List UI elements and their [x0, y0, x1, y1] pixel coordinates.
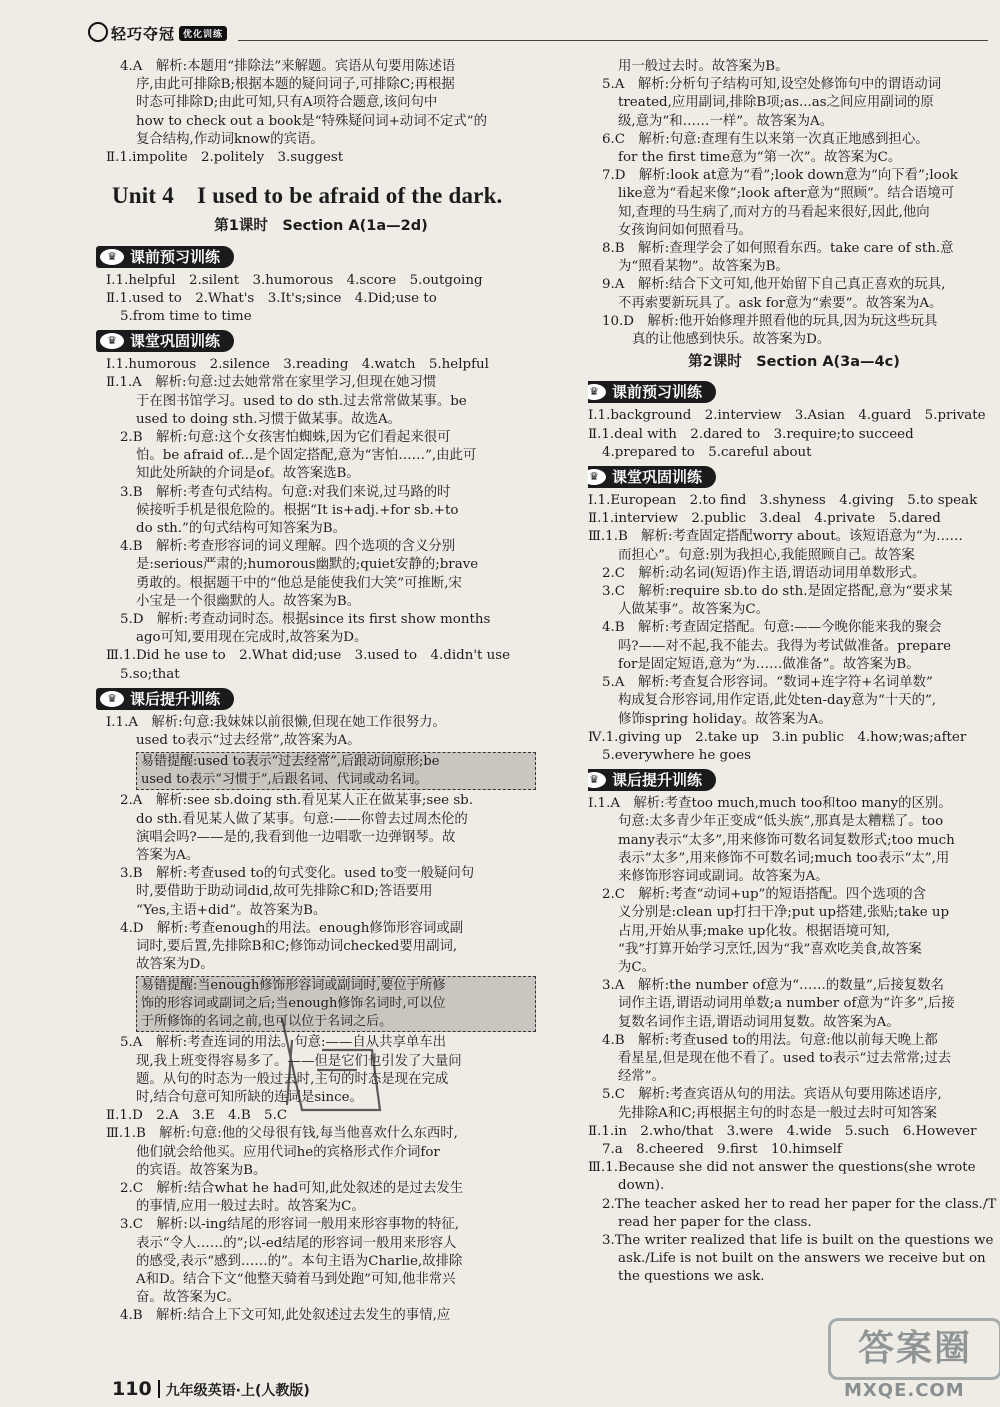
page-footer: [112, 1378, 310, 1400]
answer-line: 4.D 解析:考查enough的用法。enough修饰形容词或副: [120, 920, 464, 936]
watermark-logo: 答案圈: [828, 1318, 1000, 1380]
answer-line: 6.C 解析:句意:查理有生以来第一次真正地感到担心。: [602, 131, 929, 147]
answer-line: 5.A 解析:考查复合形容词。“数词+连字符+名词单数”: [602, 675, 933, 691]
section-banner-label: 课后提升训练: [130, 689, 221, 708]
answer-line: 真的让他感到快乐。故答案为D。: [632, 332, 831, 348]
answer-line: 词作主语,谓语动词用单数;a number of意为“许多”,后接: [618, 996, 955, 1012]
answer-line: ask./Life is not built on the answers we receive but on: [618, 1251, 986, 1267]
answer-line: 3.A 解析:the number of意为“……的数量”,后接复数名: [602, 978, 945, 994]
answer-line: 2.The teacher asked her to read her paper for the class./T: [602, 1196, 997, 1212]
answer-line: Ⅰ.1.A 解析:考查too much,much too和too many的区别。: [588, 796, 952, 812]
answer-line: 5.C 解析:考查宾语从句的用法。宾语从句要用陈述语序,: [602, 1087, 942, 1103]
answer-line: 10.D 解析:他开始修理并照看他的玩具,因为玩这些玩具: [602, 313, 938, 329]
answer-line: 3.B 解析:考查used to的句式变化。used to变一般疑问句: [120, 866, 475, 882]
answer-line: “Yes,主语+did”。故答案为B。: [136, 902, 327, 918]
answer-line: 3.B 解析:考查句式结构。句意:对我们来说,过马路的时: [120, 484, 451, 500]
answer-line: Ⅰ.1.A 解析:句意:我妹妹以前很懒,但现在她工作很努力。: [106, 714, 446, 730]
section-banner-row: [588, 377, 1000, 407]
right-column: [588, 58, 1000, 1287]
answer-line: Ⅱ.1.D 2.A 3.E 4.B 5.C: [106, 1108, 288, 1124]
answer-line: read her paper for the class.: [618, 1214, 812, 1230]
answer-line: 不再索要新玩具了。ask for意为“索要”。故答案为A。: [618, 295, 943, 311]
answer-line: 来修饰形容词或副词。故答案为A。: [618, 868, 829, 884]
answer-line: 的事情,应用一般过去时。故答案为C。: [136, 1199, 365, 1215]
answer-line: 的宾语。故答案为B。: [136, 1162, 267, 1178]
answer-line: how to check out a book是“特殊疑问词+动词不定式”的: [136, 113, 487, 129]
book-title: 九年级英语·上(人教版): [165, 1383, 310, 1399]
footer-divider: [158, 1380, 160, 1398]
answer-line: 复数名词作主语,谓语动词用复数。故答案为A。: [618, 1014, 900, 1030]
section-banner: [588, 769, 716, 791]
answer-line: 是:serious严肃的;humorous幽默的;quiet安静的;brave: [136, 557, 479, 573]
answer-line: 为“照看某物”。故答案为B。: [618, 259, 789, 275]
section-banner: [588, 466, 716, 488]
answer-line: 候接听手机是很危险的。根据“It is+adj.+for sb.+to: [136, 502, 459, 518]
section-banner-row: [588, 765, 1000, 795]
answer-line: down).: [618, 1178, 665, 1194]
crown-icon: ♛: [100, 333, 124, 349]
answer-line: 现,我上班变得容易多了。——但是它们也引发了大量问: [136, 1053, 462, 1069]
brand-tag: 优化训练: [179, 26, 227, 41]
tip-line: 易错提醒:used to表示“过去经常”,后跟动词原形;be: [141, 754, 440, 770]
answer-line: 7.D 解析:look at意为“看”;look down意为“向下看”;look: [602, 168, 958, 184]
section-banner-label: 课前预习训练: [130, 247, 221, 266]
answer-line: 构成复合形容词,用作定语,此处ten-day意为“十天的”,: [618, 693, 937, 709]
answer-line: 4.B 解析:考查used to的用法。句意:他以前每天晚上都: [602, 1032, 938, 1048]
answer-line: 女孩询问如何照看马。: [618, 222, 752, 238]
answer-line: 4.B 解析:考查固定搭配。句意:——今晚你能来我的聚会: [602, 620, 942, 636]
answer-line: 义分别是:clean up打扫干净;put up搭建,张贴;take up: [618, 905, 950, 921]
answer-line: 词时,要后置,先排除B和C;修饰动词checked要用副词,: [136, 938, 458, 954]
answer-line: “我”打算开始学习烹饪,因为“我”喜欢吃美食,故答案: [618, 941, 922, 957]
error-tip-box: [136, 752, 536, 790]
answer-line: 5.everywhere he goes: [602, 747, 751, 763]
crown-icon: ♛: [100, 691, 124, 707]
answer-line: 时,要借助于助动词did,故可先排除C和D;答语要用: [136, 884, 433, 900]
answer-line: 7.a 8.cheered 9.first 10.himself: [602, 1141, 842, 1157]
answer-line: 3.The writer realized that life is built on the questions we: [602, 1232, 994, 1248]
answer-line: 吗?——对不起,我不能去。我得为考试做准备。prepare: [618, 638, 952, 654]
answer-line: Ⅰ.1.helpful 2.silent 3.humorous 4.score 5.outgoing: [106, 272, 483, 288]
answer-line: 占用,开始从事;make up化妆。根据语境可知,: [618, 923, 891, 939]
section-banner: [96, 330, 234, 352]
answer-line: like意为“看起来像”;look after意为“照顾”。结合语境可: [618, 186, 955, 202]
answer-line: 3.C 解析:以-ing结尾的形容词一般用来形容事物的特征,: [120, 1217, 459, 1233]
answer-line: for the first time意为“第一次”。故答案为C。: [618, 150, 902, 166]
answer-line: 4.A 解析:本题用“排除法”来解题。宾语从句要用陈述语: [120, 59, 456, 74]
answer-line: 表示“令人……的”;以-ed结尾的形容词一般用来形容人: [136, 1235, 457, 1251]
answer-line: 3.C 解析:require sb.to do sth.是固定搭配,意为“要求某: [602, 584, 953, 600]
brand-name: 轻巧夺冠: [111, 25, 176, 43]
answer-line: Ⅱ.1.interview 2.public 3.deal 4.private 5.dared: [588, 511, 941, 527]
answer-line: Ⅱ.1.in 2.who/that 3.were 4.wide 5.such 6.However: [588, 1123, 977, 1139]
answer-line: 经常”。: [618, 1069, 666, 1085]
answer-line: used to doing sth.习惯于做某事。故选A。: [136, 411, 402, 427]
answer-line: Ⅰ.1.European 2.to find 3.shyness 4.giving 5.to speak: [588, 493, 978, 509]
tip-line: 于所修饰的名词之前,也可以位于名词之后。: [141, 1014, 393, 1030]
tip-line: 饰的形容词或副词之后;当enough修饰名词时,可以位: [141, 996, 446, 1012]
answer-line: 4.B 解析:结合上下文可知,此处叙述过去发生的事情,应: [120, 1308, 451, 1324]
answer-line: the questions we ask.: [618, 1269, 765, 1285]
section-banner-row: [588, 462, 1000, 492]
answer-line: 时态可排除D;由此可知,只有A项符合题意,该问句中: [136, 95, 438, 111]
answer-line: 2.A 解析:see sb.doing sth.看见某人正在做某事;see sb.: [120, 793, 474, 809]
answer-line: treated,应用副词,排除B项;as...as之间应用副词的原: [618, 95, 934, 111]
answer-line: 2.C 解析:结合what he had可知,此处叙述的是过去发生: [120, 1180, 464, 1196]
answer-line: 序,由此可排除B;根据本题的疑问词子,可排除C;再根据: [136, 77, 455, 93]
section-banner-row: [106, 242, 536, 272]
answer-line: for是固定短语,意为“为……做准备”。故答案为B。: [618, 656, 920, 672]
crown-icon: ♛: [588, 772, 606, 788]
answer-line: 为C。: [618, 959, 656, 975]
answer-line: do sth.看见某人做了某事。句意:——你曾去过周杰伦的: [136, 811, 468, 827]
answer-line: 勇敢的。根据题干中的“他总是能使我们大笑”可推断,宋: [136, 575, 462, 591]
answer-line: Ⅰ.1.background 2.interview 3.Asian 4.guard 5.private: [588, 408, 986, 424]
pen-scribble-mark: [262, 1010, 402, 1120]
lesson-heading: 第1课时 Section A(1a—2d): [214, 218, 428, 235]
tip-line: used to表示“习惯于”,后跟名词、代词或动名词。: [141, 772, 428, 788]
answer-line: 人做某事”。故答案为C。: [618, 602, 769, 618]
answer-line: 4.B 解析:考查形容词的词义理解。四个选项的含义分别: [120, 539, 456, 555]
answer-line: Ⅲ.1.B 解析:句意:他的父母很有钱,每当他喜欢什么东西时,: [106, 1126, 458, 1142]
section-banner: [96, 688, 234, 710]
section-banner-label: 课堂巩固训练: [130, 332, 221, 351]
answer-line: 级,意为“和……一样”。故答案为A。: [618, 113, 834, 129]
section-banner: [588, 381, 716, 403]
section-banner-row: [106, 684, 536, 714]
answer-line: 先排除A和C;再根据主句的时态是一般过去时可知答案: [618, 1105, 938, 1121]
answer-line: 怕。be afraid of...是个固定搭配,意为“害怕……”,由此可: [136, 448, 477, 464]
answer-line: 2.C 解析:动名词(短语)作主语,谓语动词用单数形式。: [602, 565, 926, 581]
answer-line: 5.A 解析:分析句子结构可知,设空处修饰句中的谓语动词: [602, 77, 942, 93]
answer-line: Ⅲ.1.Because she did not answer the questions(she wrote: [588, 1160, 976, 1176]
answer-line: 他们就会给他买。应用代词he的宾格形式作介词for: [136, 1144, 440, 1160]
answer-line: do sth.”的句式结构可知答案为B。: [136, 521, 347, 537]
answer-line: 复合结构,作动词know的宾语。: [136, 131, 324, 147]
answer-line: 5.so;that: [120, 666, 180, 682]
answer-line: 知此处所缺的介词是of。故答案选B。: [136, 466, 360, 482]
answer-line: 看星星,但是现在他不看了。used to表示“过去常常;过去: [618, 1050, 952, 1066]
answer-line: Ⅰ.1.humorous 2.silence 3.reading 4.watch 5.helpful: [106, 357, 489, 373]
answer-line: Ⅱ.1.impolite 2.politely 3.suggest: [106, 150, 344, 166]
crown-icon: ♛: [588, 384, 606, 400]
answer-line: 2.B 解析:句意:这个女孩害怕蜘蛛,因为它们看起来很可: [120, 430, 451, 446]
header-rule: [238, 40, 988, 41]
answer-line: 5.D 解析:考查动词时态。根据since its first show months: [120, 612, 491, 628]
answer-line: 4.prepared to 5.careful about: [602, 444, 812, 460]
answer-line: 9.A 解析:结合下文可知,他开始留下自己真正喜欢的玩具,: [602, 277, 946, 293]
section-banner: [96, 246, 234, 268]
answer-line: 修饰spring holiday。故答案为A。: [618, 711, 832, 727]
answer-line: 句意:太多青少年正变成“低头族”,那真是太糟糕了。too: [618, 814, 944, 830]
answer-line: A和D。结合下文“他整天骑着马到处跑”可知,他非常兴: [136, 1271, 456, 1287]
page-number: 110: [112, 1378, 152, 1400]
page-header: [88, 22, 988, 44]
answer-line: 奋。故答案为C。: [136, 1290, 240, 1306]
brand: [88, 22, 227, 44]
left-column: [106, 58, 536, 1326]
answer-line: 知,查理的马生病了,而对方的马看起来很好,因此,他向: [618, 204, 930, 220]
crown-icon: ♛: [100, 249, 124, 265]
answer-line: 小宝是一个很幽默的人。故答案为B。: [136, 593, 361, 609]
answer-line: Ⅱ.1.deal with 2.dared to 3.require;to succeed: [588, 426, 914, 442]
answer-line: 故答案为D。: [136, 957, 214, 973]
section-banner-label: 课后提升训练: [612, 771, 703, 790]
crown-icon: ♛: [588, 469, 606, 485]
section-banner-row: [106, 326, 536, 356]
answer-line: 题。从句的时态为一般过去时,主句的时态是现在完成: [136, 1071, 449, 1087]
brand-logo-icon: [88, 22, 108, 42]
answer-line: 2.C 解析:考查“动词+up”的短语搭配。四个选项的含: [602, 887, 927, 903]
tip-line: 易错提醒:当enough修饰形容词或副词时,要位于所修: [141, 978, 446, 994]
answer-line: 5.from time to time: [120, 309, 252, 325]
answer-line: 用一般过去时。故答案为B。: [618, 59, 789, 74]
section-banner-label: 课前预习训练: [612, 383, 703, 402]
answer-line: 答案为A。: [136, 847, 200, 863]
answer-line: Ⅱ.1.used to 2.What's 3.It's;since 4.Did;use to: [106, 290, 437, 306]
answer-line: Ⅲ.1.B 解析:考查固定搭配worry about。该短语意为“为……: [588, 529, 963, 545]
answer-line: used to表示“过去经常”,故答案为A。: [136, 733, 361, 749]
answer-line: ago可知,要用现在完成时,故答案为D。: [136, 630, 368, 646]
answer-line: 时,结合句意可知所缺的连词是since。: [136, 1089, 363, 1105]
answer-line: 8.B 解析:查理学会了如何照看东西。take care of sth.意: [602, 241, 954, 257]
watermark: [828, 1318, 998, 1402]
answer-line: 于在图书馆学习。used to do sth.过去常常做某事。be: [136, 393, 467, 409]
answer-line: 表示“太多”,用来修饰不可数名词;much too表示“太”,用: [618, 850, 950, 866]
answer-line: Ⅳ.1.giving up 2.take up 3.in public 4.how;was;after: [588, 729, 967, 745]
answer-line: many表示“太多”,用来修饰可数名词复数形式;too much: [618, 832, 955, 848]
unit-title: Unit 4 I used to be afraid of the dark.: [112, 183, 503, 209]
answer-line: Ⅲ.1.Did he use to 2.What did;use 3.used to 4.didn't use: [106, 648, 511, 664]
watermark-url: MXQE.COM: [844, 1380, 965, 1401]
answer-line: 5.A 解析:考查连词的用法。句意:——自从共享单车出: [120, 1035, 447, 1051]
answer-line: 的感受,表示“感到……的”。本句主语为Charlie,故排除: [136, 1253, 463, 1269]
answer-line: Ⅱ.1.A 解析:句意:过去她常常在家里学习,但现在她习惯: [106, 375, 437, 391]
section-banner-label: 课堂巩固训练: [612, 468, 703, 487]
answer-line: 而担心”。句意:别为我担心,我能照顾自己。故答案: [618, 547, 915, 563]
answer-line: 演唱会吗?——是的,我看到他一边唱歌一边弹钢琴。故: [136, 829, 456, 845]
lesson-heading: 第2课时 Section A(3a—4c): [688, 354, 900, 371]
